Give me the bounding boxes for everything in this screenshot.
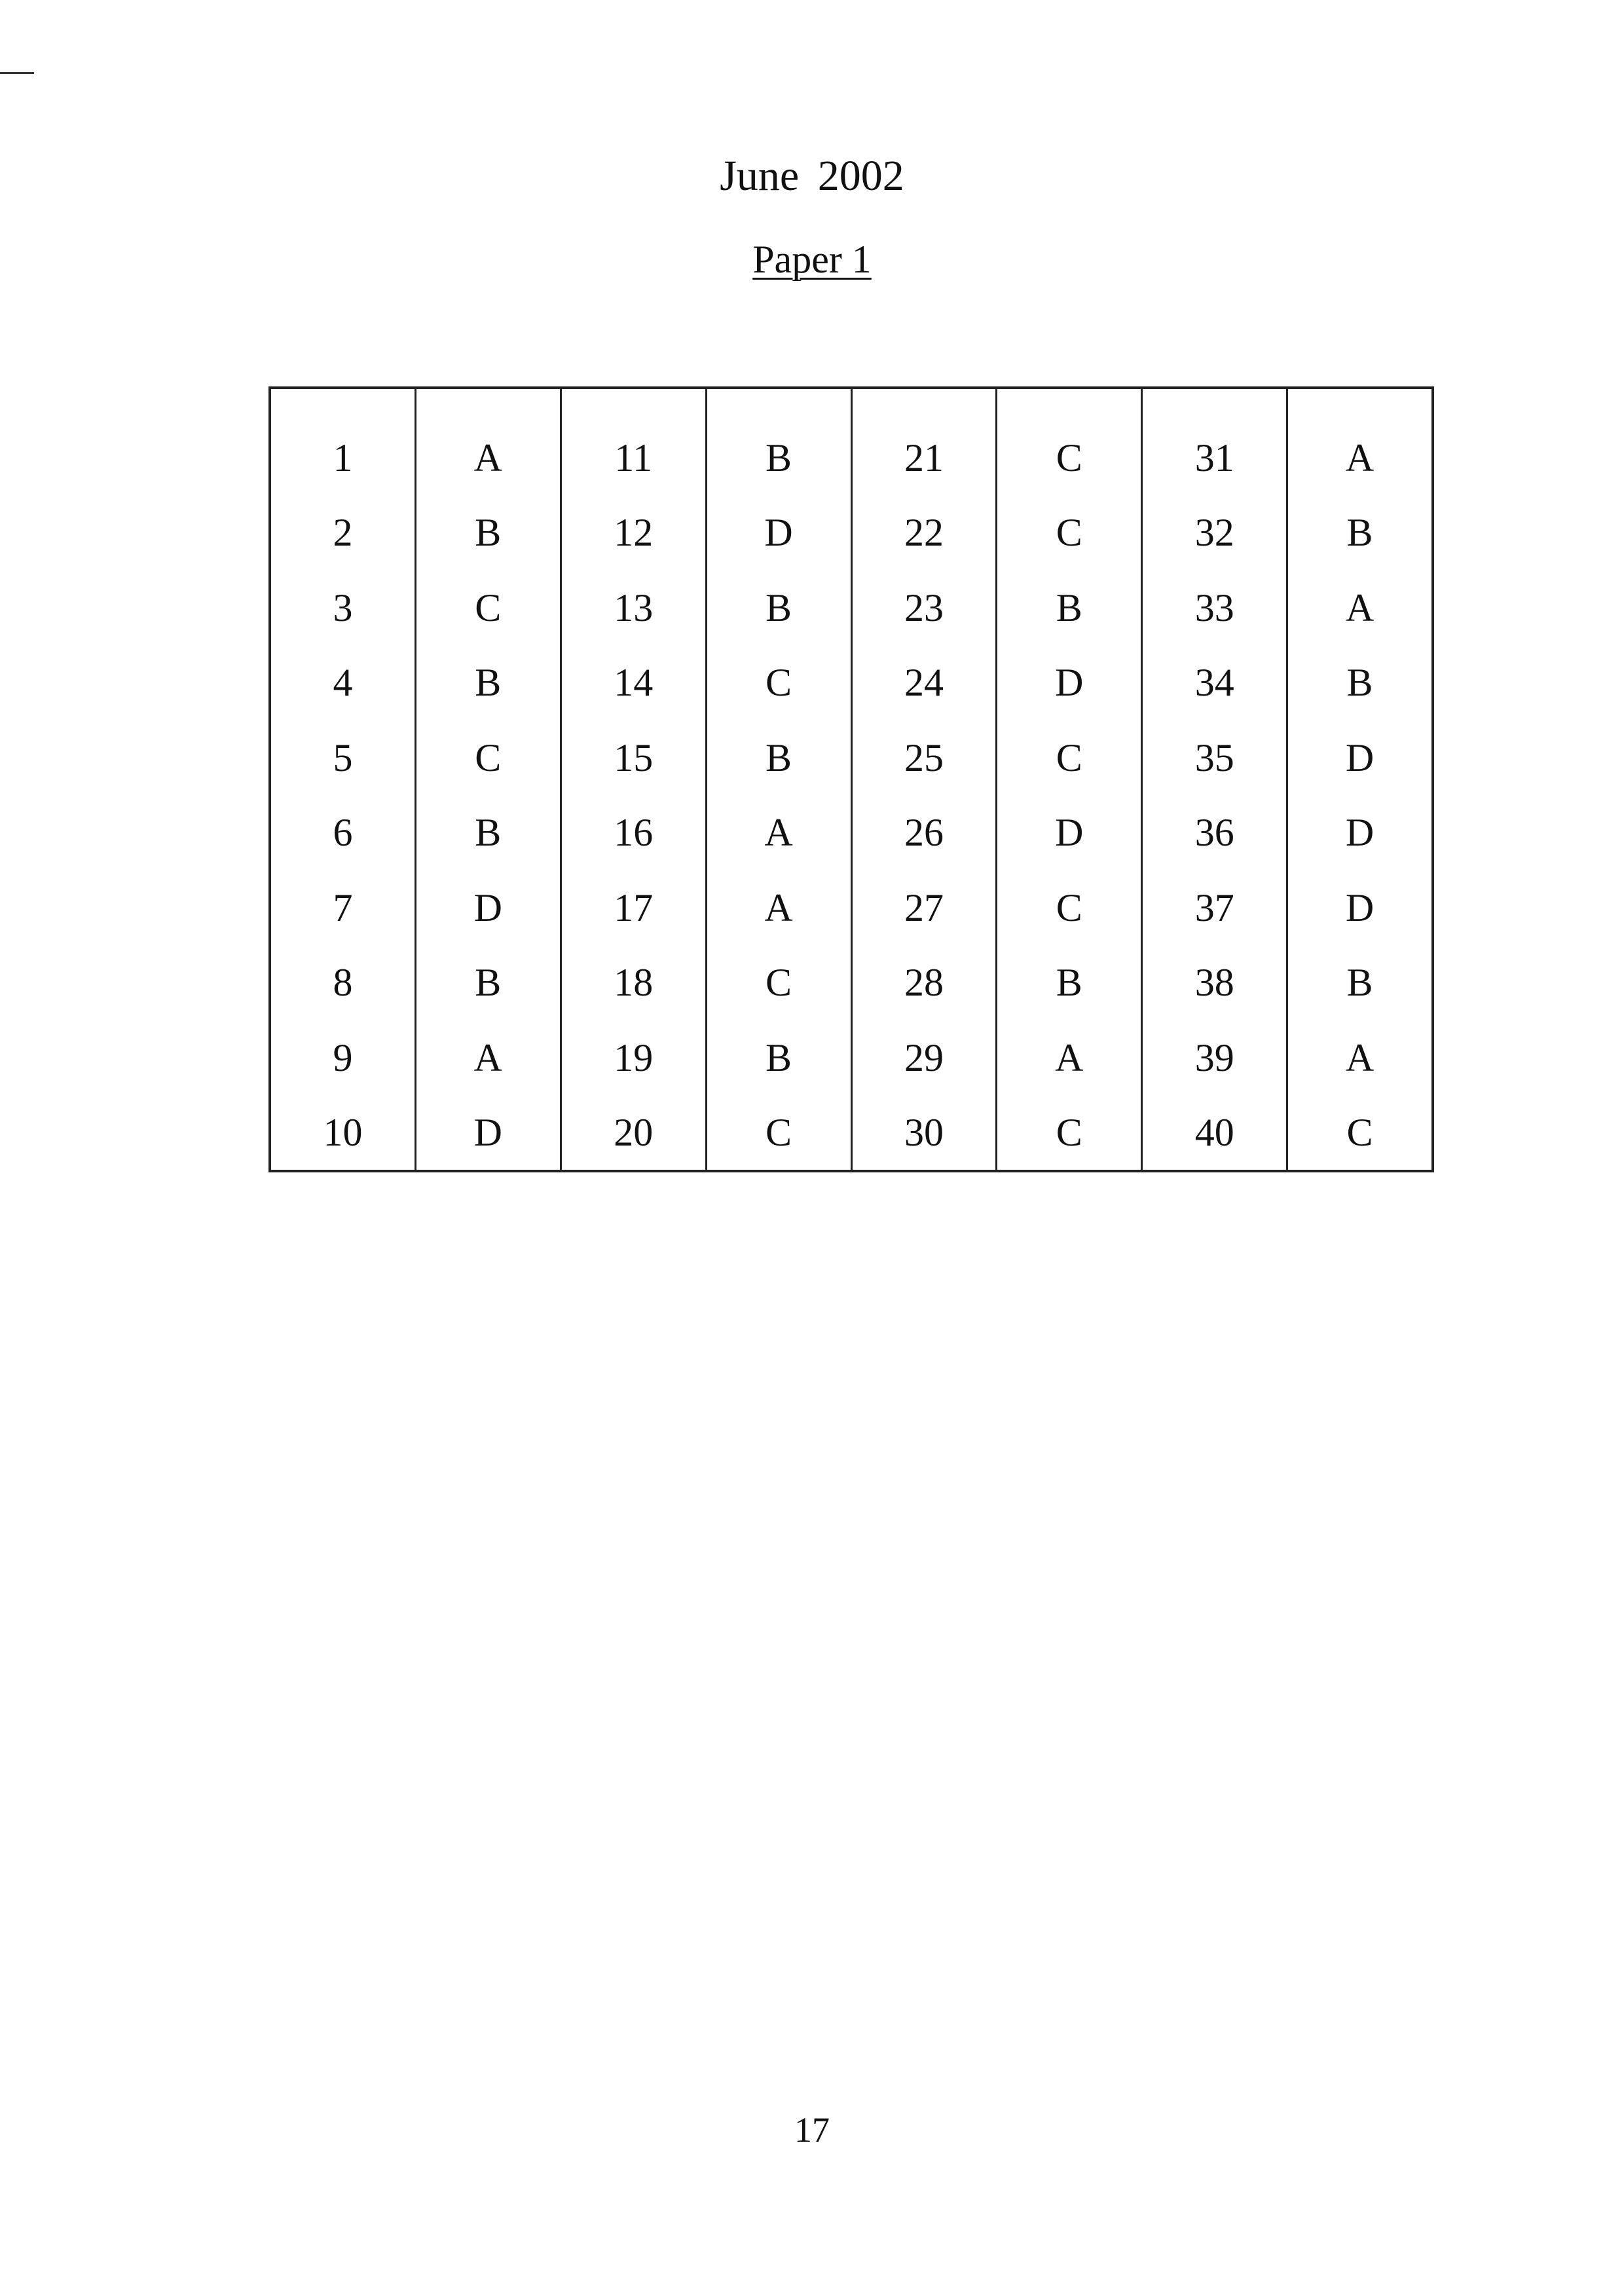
question-number-cell: 23 (904, 586, 944, 629)
answer-cell: C (1056, 436, 1082, 479)
question-number-cell: 15 (614, 736, 654, 779)
answer-column (416, 389, 562, 1170)
answer-cell: D (1055, 661, 1084, 705)
answer-cell: B (475, 811, 502, 855)
answer-cell: B (475, 511, 502, 555)
question-number-cell: 38 (1194, 961, 1234, 1005)
answer-cell: A (473, 1036, 502, 1079)
answer-cell: B (475, 961, 502, 1005)
question-number-cell: 14 (614, 661, 654, 705)
answer-cell: B (766, 436, 792, 479)
question-number-column (1143, 389, 1288, 1170)
question-number-cell: 33 (1194, 586, 1234, 629)
question-number-cell: 19 (614, 1036, 654, 1079)
question-number-cell: 17 (614, 886, 654, 929)
answer-cell: A (1345, 586, 1375, 629)
question-number-column (271, 389, 416, 1170)
answer-cell: B (1346, 661, 1373, 705)
question-number-cell: 24 (904, 661, 944, 705)
answer-cell: C (1056, 1111, 1082, 1155)
page-number: 17 (794, 2110, 830, 2150)
answer-cell: C (1056, 886, 1082, 929)
question-number-cell: 30 (904, 1111, 944, 1155)
answer-cell: B (766, 586, 792, 629)
question-number-cell: 37 (1194, 886, 1234, 929)
paper-subtitle (0, 240, 1624, 279)
answer-cell: B (766, 1036, 792, 1079)
question-number-cell: 13 (614, 586, 654, 629)
answer-cell: D (1345, 886, 1375, 929)
question-number-cell: 26 (904, 811, 944, 855)
answer-column (1288, 389, 1431, 1170)
answer-cell: B (475, 661, 502, 705)
answer-cell: A (1055, 1036, 1084, 1079)
question-number-cell: 2 (333, 511, 353, 555)
answer-cell: C (766, 961, 792, 1005)
question-number-column (853, 389, 998, 1170)
question-number-cell: 9 (333, 1036, 353, 1079)
answer-cell: B (1056, 586, 1082, 629)
question-number-cell: 11 (614, 436, 653, 479)
answer-cell: D (1345, 736, 1375, 779)
answer-cell: D (473, 1111, 502, 1155)
answer-cell: B (766, 736, 792, 779)
answer-column (997, 389, 1143, 1170)
question-number-cell: 16 (614, 811, 654, 855)
answer-cell: A (1345, 436, 1375, 479)
question-number-column (562, 389, 707, 1170)
answer-cell: C (1346, 1111, 1373, 1155)
question-number-cell: 36 (1194, 811, 1234, 855)
question-number-cell: 10 (323, 1111, 363, 1155)
answer-key-table (268, 386, 1434, 1172)
answer-cell: B (1056, 961, 1082, 1005)
question-number-cell: 7 (333, 886, 353, 929)
question-number-cell: 3 (333, 586, 353, 629)
question-number-cell: 6 (333, 811, 353, 855)
answer-cell: B (1346, 961, 1373, 1005)
answer-cell: A (764, 811, 793, 855)
question-number-cell: 31 (1194, 436, 1234, 479)
question-number-cell: 28 (904, 961, 944, 1005)
question-number-cell: 39 (1194, 1036, 1234, 1079)
question-number-cell: 8 (333, 961, 353, 1005)
answer-cell: D (1345, 811, 1375, 855)
answer-cell: D (473, 886, 502, 929)
question-number-cell: 4 (333, 661, 353, 705)
answer-cell: C (475, 586, 502, 629)
answer-cell: B (1346, 511, 1373, 555)
answer-cell: C (1056, 736, 1082, 779)
question-number-cell: 40 (1194, 1111, 1234, 1155)
question-number-cell: 18 (614, 961, 654, 1005)
question-number-cell: 27 (904, 886, 944, 929)
question-number-cell: 34 (1194, 661, 1234, 705)
margin-edge-mark (0, 72, 34, 74)
answer-column (707, 389, 853, 1170)
answer-cell: D (1055, 811, 1084, 855)
answer-cell: A (764, 886, 793, 929)
question-number-cell: 29 (904, 1036, 944, 1079)
answer-cell: C (766, 661, 792, 705)
answer-cell: C (766, 1111, 792, 1155)
question-number-cell: 21 (904, 436, 944, 479)
question-number-cell: 35 (1194, 736, 1234, 779)
answer-cell: C (1056, 511, 1082, 555)
answer-cell: D (764, 511, 793, 555)
question-number-cell: 20 (614, 1111, 654, 1155)
question-number-cell: 22 (904, 511, 944, 555)
question-number-cell: 1 (333, 436, 353, 479)
paper-subtitle-text: Paper 1 (752, 238, 872, 281)
question-number-cell: 32 (1194, 511, 1234, 555)
page-title: June 2002 (720, 152, 904, 200)
question-number-cell: 12 (614, 511, 654, 555)
question-number-cell: 5 (333, 736, 353, 779)
answer-cell: C (475, 736, 502, 779)
answer-cell: A (1345, 1036, 1375, 1079)
answer-cell: A (473, 436, 502, 479)
question-number-cell: 25 (904, 736, 944, 779)
